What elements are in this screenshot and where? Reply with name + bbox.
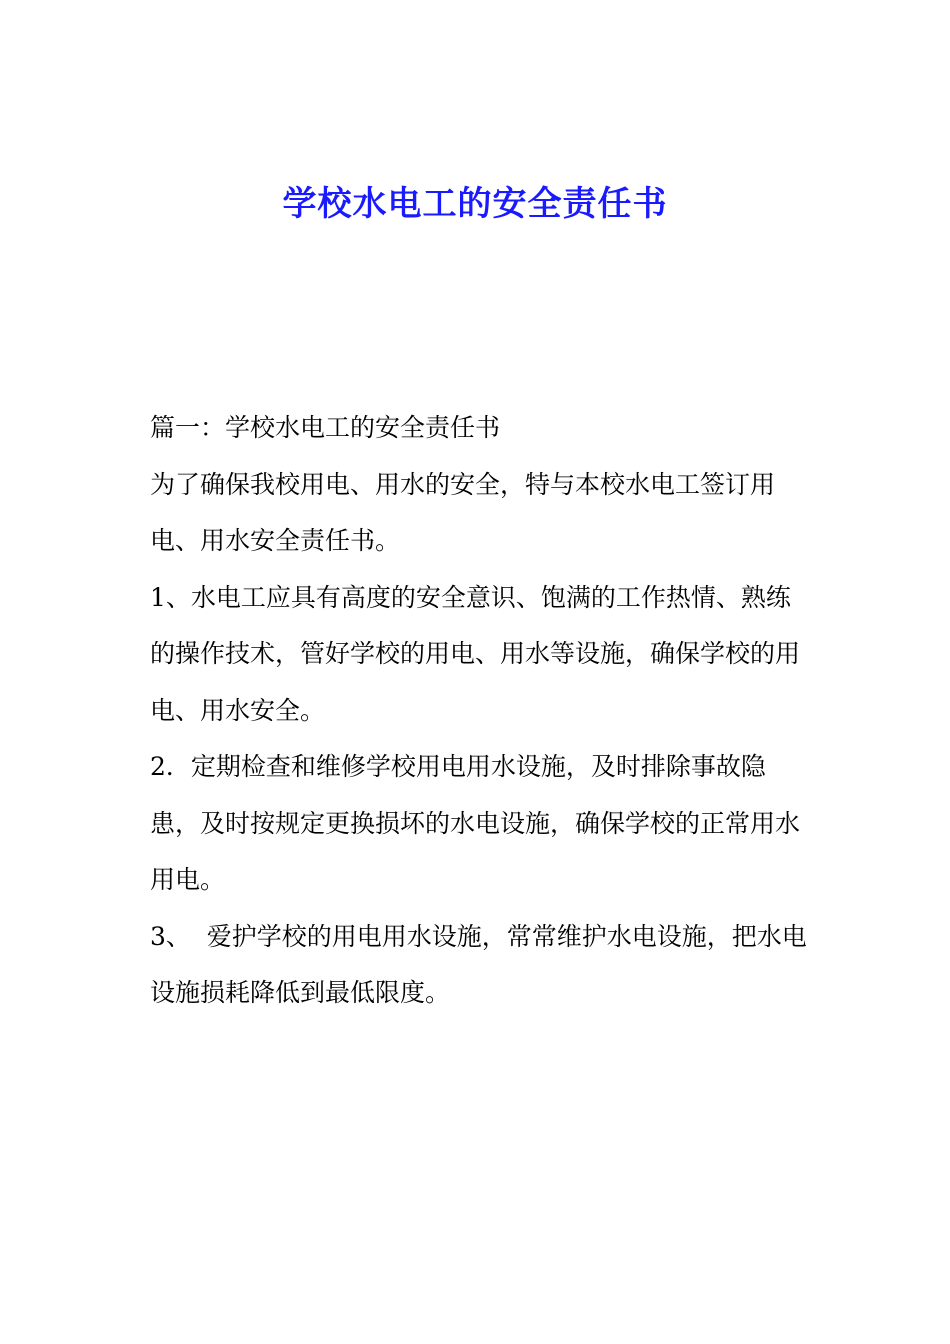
document-title: 学校水电工的安全责任书 (282, 184, 668, 224)
intro-paragraph: 为了确保我校用电、用水的安全，特与本校水电工签订用电、用水安全责任书。 (150, 469, 776, 555)
section-heading: 篇一：学校水电工的安全责任书 (150, 413, 501, 442)
document-body (150, 400, 810, 1022)
clause-1-paragraph: 1、水电工应具有高度的安全意识、饱满的工作热情、熟练的操作技术，管好学校的用电、用水等设施，确保学校的用电、用水安全。 (150, 582, 801, 725)
clause-3-paragraph: 3、 爱护学校的用电用水设施，常常维护水电设施，把水电设施损耗降低到最低限度。 (150, 921, 807, 1007)
clause-2-paragraph: 2．定期检查和维修学校用电用水设施，及时排除事故隐患，及时按规定更换损坏的水电设施，确保学校的正常用水用电。 (150, 752, 801, 894)
